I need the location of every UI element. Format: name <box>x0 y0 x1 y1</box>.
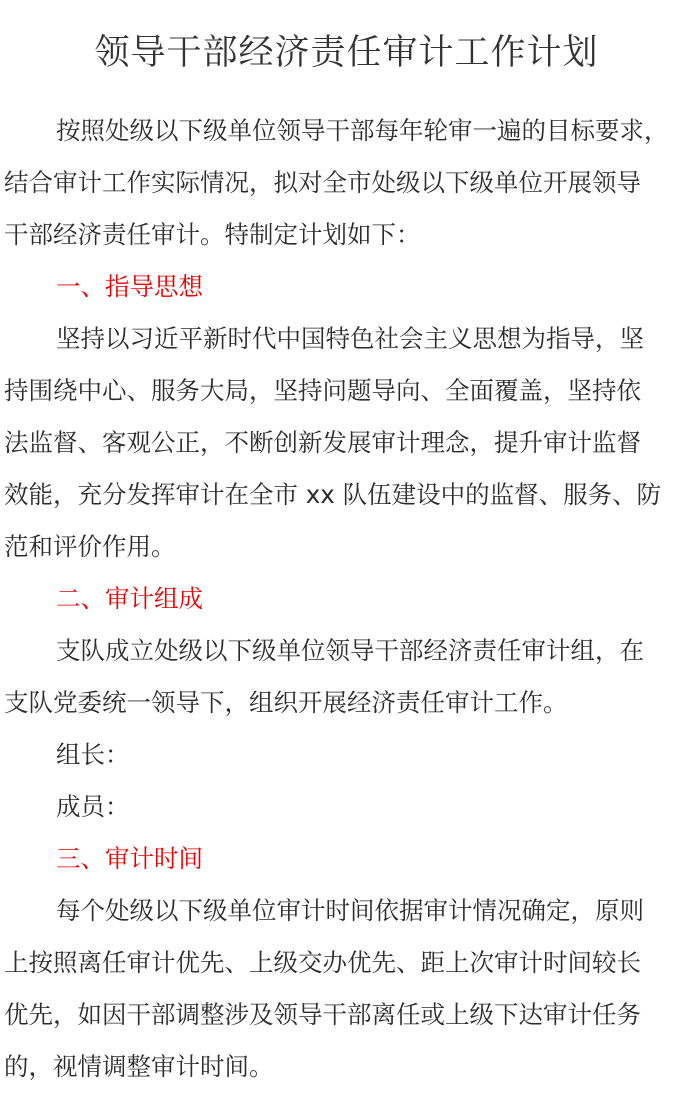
section3-line-2: 上按照离任审计优先、上级交办优先、距上次审计时间较长 <box>4 948 641 977</box>
section1-line-3: 法监督、客观公正，不断创新发展审计理念，提升审计监督 <box>4 428 641 457</box>
intro-line-1: 按照处级以下级单位领导干部每年轮审一遍的目标要求， <box>56 116 669 145</box>
section1-line-2: 持围绕中心、服务大局，坚持问题导向、全面覆盖，坚持依 <box>4 376 641 405</box>
section-heading-audit-composition: 二、审计组成 <box>56 584 203 613</box>
section-heading-guiding-ideology: 一、指导思想 <box>56 272 203 301</box>
section2-line-1: 支队成立处级以下级单位领导干部经济责任审计组，在 <box>56 636 644 665</box>
group-members-label: 成员： <box>56 792 130 821</box>
section1-line-4: 效能，充分发挥审计在全市 xx 队伍建设中的监督、服务、防 <box>4 480 662 509</box>
section3-line-4: 的，视情调整审计时间。 <box>4 1052 274 1081</box>
section1-line-5: 范和评价作用。 <box>4 532 176 561</box>
document-title: 领导干部经济责任审计工作计划 <box>94 33 599 73</box>
section3-line-1: 每个处级以下级单位审计时间依据审计情况确定，原则 <box>56 896 644 925</box>
section2-line-2: 支队党委统一领导下，组织开展经济责任审计工作。 <box>4 688 568 717</box>
section1-line-1: 坚持以习近平新时代中国特色社会主义思想为指导，坚 <box>56 324 644 353</box>
section3-line-3: 优先，如因干部调整涉及领导干部离任或上级下达审计任务 <box>4 1000 641 1029</box>
section-heading-audit-time: 三、审计时间 <box>56 844 203 873</box>
intro-line-2: 结合审计工作实际情况，拟对全市处级以下级单位开展领导 <box>4 168 641 197</box>
intro-line-3: 干部经济责任审计。特制定计划如下： <box>4 220 421 249</box>
group-leader-label: 组长： <box>56 740 130 769</box>
